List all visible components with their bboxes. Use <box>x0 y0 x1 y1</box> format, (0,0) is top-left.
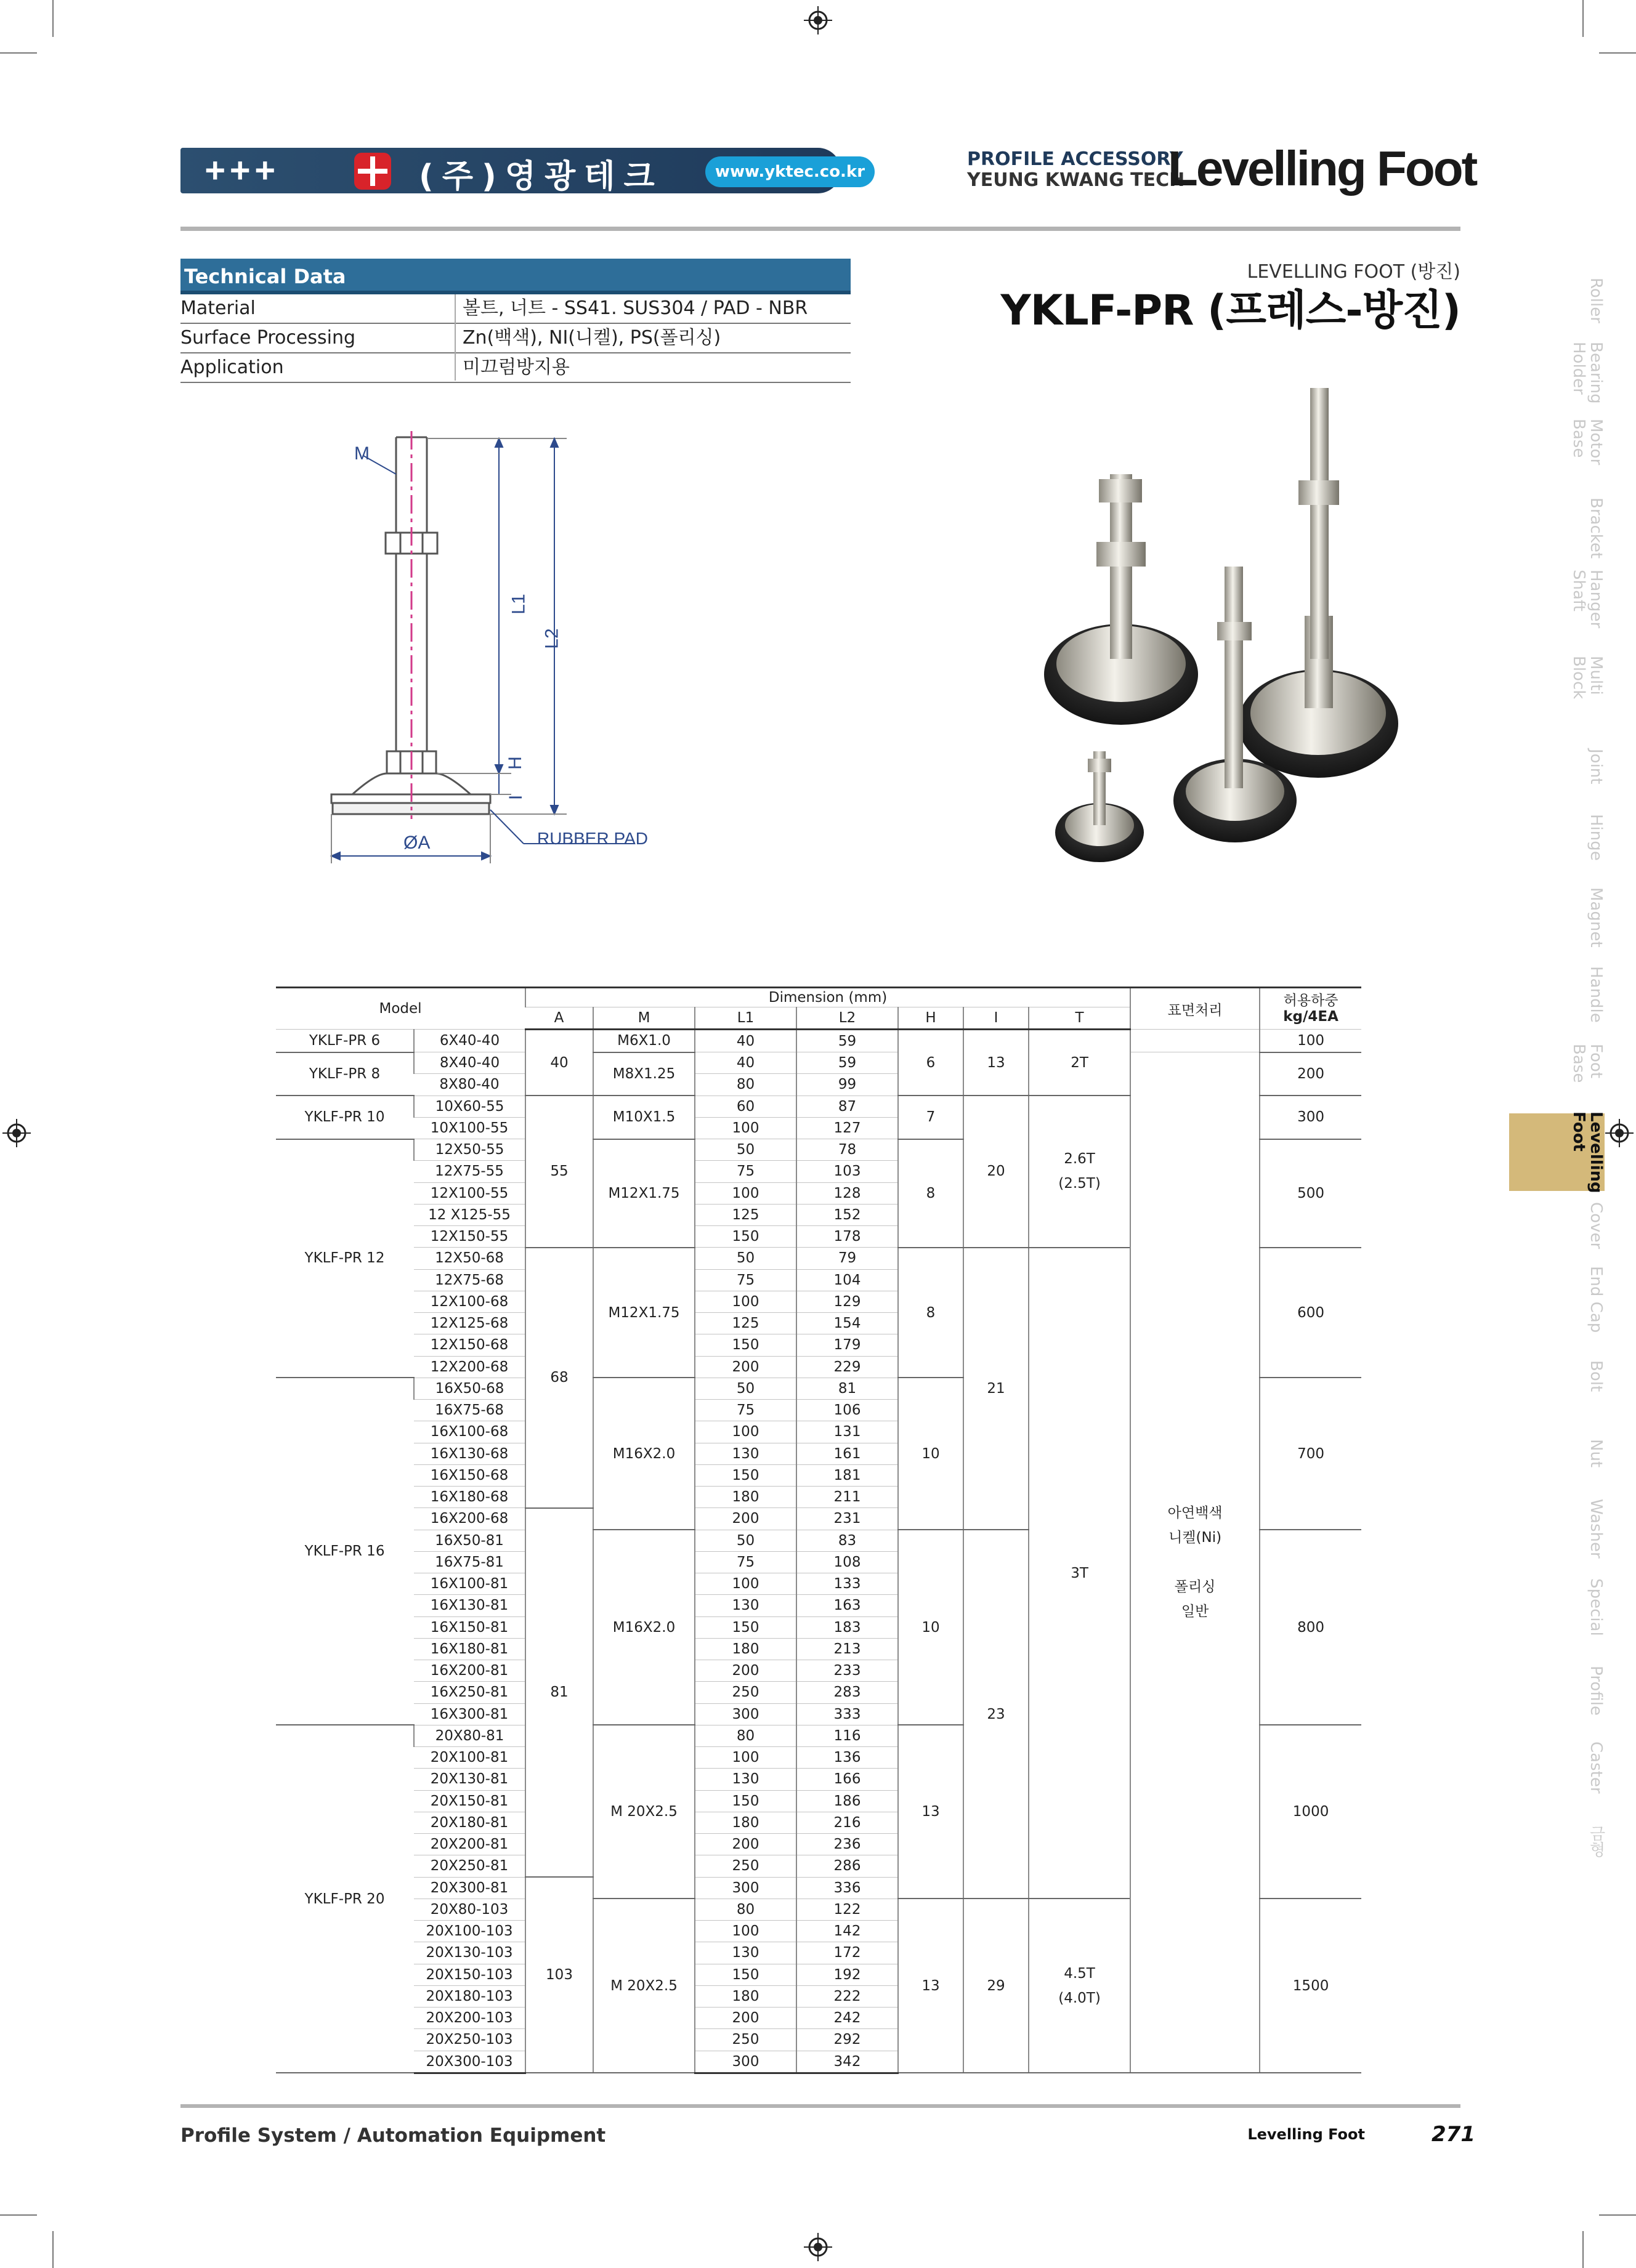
cell-l1: 200 <box>695 1356 796 1378</box>
cell-i: 23 <box>963 1530 1029 1899</box>
cell-load: 500 <box>1260 1139 1361 1248</box>
cell-l1: 125 <box>695 1204 796 1225</box>
crop-mark <box>52 2231 54 2268</box>
cell-h: 8 <box>898 1248 963 1378</box>
company-logo-icon <box>354 153 391 190</box>
cell-l2: 172 <box>796 1942 898 1964</box>
model-size: 20X150-81 <box>414 1790 525 1812</box>
cell-l1: 100 <box>695 1117 796 1139</box>
model-size: 20X80-81 <box>414 1725 525 1746</box>
model-size: 16X100-68 <box>414 1421 525 1443</box>
surface-line: 니켈(Ni) <box>1168 1530 1222 1546</box>
model-size: 12X75-68 <box>414 1269 525 1291</box>
cell-l1: 200 <box>695 1660 796 1682</box>
cell-h: 13 <box>898 1725 963 1899</box>
t-alt-value: (2.5T) <box>1058 1176 1101 1192</box>
technical-data-row <box>180 353 851 383</box>
cell-a: 40 <box>525 1030 593 1096</box>
cell-i: 13 <box>963 1030 1029 1096</box>
side-tab[interactable]: Nut <box>1587 1439 1605 1468</box>
t-value: 4.5T <box>1064 1965 1095 1982</box>
model-size: 12X50-55 <box>414 1139 525 1161</box>
model-size: 16X75-68 <box>414 1400 525 1421</box>
side-tab[interactable]: Magnet <box>1587 887 1605 948</box>
cell-m: M12X1.75 <box>593 1248 695 1378</box>
cell-m: M 20X2.5 <box>593 1725 695 1899</box>
profile-accessory-label: PROFILE ACCESSORY <box>967 148 1183 170</box>
cell-t <box>1029 1248 1130 1899</box>
cell-load: 1000 <box>1260 1725 1361 1899</box>
header-divider <box>180 227 1460 231</box>
cell-l1: 100 <box>695 1421 796 1443</box>
cell-l1: 150 <box>695 1334 796 1356</box>
cell-l2: 236 <box>796 1834 898 1855</box>
td-key: Surface Processing <box>180 327 356 349</box>
cell-l1: 100 <box>695 1291 796 1312</box>
drawing-label-h: H <box>504 756 525 770</box>
cell-l2: 229 <box>796 1356 898 1378</box>
cell-load: 600 <box>1260 1248 1361 1378</box>
model-group: YKLF-PR 16 <box>276 1378 414 1725</box>
th-load <box>1260 988 1361 1030</box>
side-tab[interactable]: Bracket <box>1587 497 1605 559</box>
t-value: 3T <box>1071 1565 1088 1581</box>
side-tab[interactable]: Foot Base <box>1569 1044 1605 1083</box>
cell-l1: 130 <box>695 1942 796 1964</box>
side-tab[interactable]: Hanger Shaft <box>1569 570 1605 629</box>
cell-l2: 292 <box>796 2029 898 2051</box>
crop-mark <box>1599 2214 1636 2216</box>
surface-treatment <box>1130 1052 1260 2073</box>
model-size: 20X130-103 <box>414 1942 525 1964</box>
cell-h: 10 <box>898 1378 963 1530</box>
cell-l2: 178 <box>796 1226 898 1248</box>
t-alt-value: (4.0T) <box>1058 1990 1101 2006</box>
model-group: YKLF-PR 10 <box>276 1096 414 1139</box>
cell-l1: 130 <box>695 1443 796 1464</box>
cell-l2: 81 <box>796 1378 898 1399</box>
cell-l1: 125 <box>695 1313 796 1334</box>
side-tab[interactable]: Hinge <box>1587 814 1605 861</box>
cell-l1: 250 <box>695 1682 796 1703</box>
registration-mark-icon <box>1605 1119 1634 1147</box>
cell-l2: 333 <box>796 1703 898 1725</box>
th-surface: 표면처리 <box>1130 988 1260 1030</box>
cell-l1: 130 <box>695 1769 796 1790</box>
th-load-label: 허용하중 <box>1283 993 1338 1009</box>
model-size: 8X80-40 <box>414 1074 525 1096</box>
footer-divider <box>180 2104 1460 2108</box>
crop-mark <box>52 0 54 37</box>
model-group: YKLF-PR 6 <box>276 1030 414 1052</box>
th-l2: L2 <box>796 1007 898 1030</box>
cell-l1: 75 <box>695 1269 796 1291</box>
cell-h: 6 <box>898 1030 963 1096</box>
cell-m: M 20X2.5 <box>593 1899 695 2073</box>
model-size: 12X125-68 <box>414 1313 525 1334</box>
td-value: 미끄럼방지용 <box>463 357 570 378</box>
crop-mark <box>0 52 37 54</box>
cell-l2: 283 <box>796 1682 898 1703</box>
model-size: 20X130-81 <box>414 1769 525 1790</box>
technical-data-row <box>180 294 851 324</box>
th-i: I <box>963 1007 1029 1030</box>
cell-l1: 250 <box>695 1855 796 1877</box>
cell-l1: 100 <box>695 1921 796 1942</box>
cell-l2: 222 <box>796 1985 898 2007</box>
cell-l1: 300 <box>695 1877 796 1899</box>
model-size: 20X180-103 <box>414 1985 525 2007</box>
side-tab[interactable]: End Cap <box>1587 1265 1605 1333</box>
model-size: 12X100-68 <box>414 1291 525 1312</box>
model-size: 16X200-68 <box>414 1508 525 1530</box>
surface-line: 일반 <box>1181 1604 1209 1620</box>
model-size: 20X150-103 <box>414 1964 525 1985</box>
registration-mark-icon <box>2 1119 31 1147</box>
section-title: Levelling Foot <box>1168 141 1476 196</box>
cell-l2: 186 <box>796 1790 898 1812</box>
th-load-unit: kg/4EA <box>1283 1009 1338 1025</box>
model-size: 16X50-68 <box>414 1378 525 1399</box>
side-tab[interactable]: Special <box>1587 1578 1605 1636</box>
cell-l1: 130 <box>695 1595 796 1616</box>
model-group: YKLF-PR 12 <box>276 1139 414 1378</box>
product-subtitle: LEVELLING FOOT (방진) <box>1247 261 1460 283</box>
cell-l2: 183 <box>796 1616 898 1638</box>
cell-l1: 60 <box>695 1096 796 1117</box>
cell-l2: 161 <box>796 1443 898 1464</box>
cell-l1: 50 <box>695 1248 796 1269</box>
cell-l1: 75 <box>695 1161 796 1182</box>
crop-mark <box>1582 0 1584 37</box>
cell-h: 10 <box>898 1530 963 1725</box>
cell-l2: 99 <box>796 1074 898 1096</box>
model-size: 6X40-40 <box>414 1030 525 1052</box>
cell-a: 68 <box>525 1248 593 1508</box>
cell-l2: 59 <box>796 1030 898 1052</box>
cell-l2: 136 <box>796 1747 898 1769</box>
cell-a: 81 <box>525 1508 593 1877</box>
th-h: H <box>898 1007 963 1030</box>
drawing-label-l1: L1 <box>508 594 529 615</box>
cell-a: 103 <box>525 1877 593 2073</box>
footer-left: Profile System / Automation Equipment <box>180 2125 606 2147</box>
cell-l1: 40 <box>695 1052 796 1074</box>
cell-l1: 50 <box>695 1139 796 1161</box>
technical-data-row <box>180 324 851 353</box>
cell-l2: 213 <box>796 1638 898 1660</box>
product-photo <box>918 369 1417 911</box>
cell-l2: 131 <box>796 1421 898 1443</box>
cell-load: 1500 <box>1260 1899 1361 2073</box>
spec-table <box>276 987 1361 2074</box>
th-m: M <box>593 1007 695 1030</box>
cell-m: M8X1.25 <box>593 1052 695 1096</box>
model-size: 20X200-81 <box>414 1834 525 1855</box>
td-key: Material <box>180 297 256 319</box>
cell-l1: 100 <box>695 1747 796 1769</box>
cell-load: 100 <box>1260 1030 1361 1052</box>
td-value: Zn(백색), NI(니켈), PS(폴리싱) <box>463 327 721 349</box>
cell-l1: 200 <box>695 1508 796 1530</box>
yeung-kwang-label: YEUNG KWANG TECH <box>967 169 1185 191</box>
side-tab[interactable]: 금형 <box>1587 1825 1605 1857</box>
cell-l1: 200 <box>695 2008 796 2029</box>
cell-l1: 200 <box>695 1834 796 1855</box>
model-size: 16X50-81 <box>414 1530 525 1551</box>
model-size: 20X250-103 <box>414 2029 525 2051</box>
model-size: 16X180-81 <box>414 1638 525 1660</box>
cell-l1: 75 <box>695 1400 796 1421</box>
model-group: YKLF-PR 20 <box>276 1725 414 2073</box>
cell-l2: 104 <box>796 1269 898 1291</box>
th-dimension: Dimension (mm) <box>525 988 1130 1007</box>
model-size: 16X130-81 <box>414 1595 525 1616</box>
cell-l1: 150 <box>695 1790 796 1812</box>
cell-l1: 180 <box>695 1638 796 1660</box>
th-a: A <box>525 1007 593 1030</box>
registration-mark-icon <box>804 6 832 34</box>
cell-load: 800 <box>1260 1530 1361 1725</box>
product-title: YKLF-PR (프레스-방진) <box>1000 286 1460 335</box>
surface-line: 폴리싱 <box>1174 1579 1216 1596</box>
cell-l2: 233 <box>796 1660 898 1682</box>
cell-load: 300 <box>1260 1096 1361 1139</box>
cell-l2: 103 <box>796 1161 898 1182</box>
cell-l2: 106 <box>796 1400 898 1421</box>
cell-l2: 122 <box>796 1899 898 1920</box>
side-tab[interactable]: Cover <box>1587 1201 1605 1249</box>
model-size: 20X300-81 <box>414 1877 525 1899</box>
cell-l2: 152 <box>796 1204 898 1225</box>
cell-i: 21 <box>963 1248 1029 1530</box>
cell-l2: 286 <box>796 1855 898 1877</box>
cell-m: M10X1.5 <box>593 1096 695 1139</box>
cell-l2: 211 <box>796 1487 898 1508</box>
model-size: 20X100-81 <box>414 1747 525 1769</box>
cell-l1: 180 <box>695 1985 796 2007</box>
cell-l2: 108 <box>796 1551 898 1573</box>
th-model: Model <box>276 988 525 1030</box>
side-tab[interactable]: Caster <box>1587 1741 1605 1794</box>
model-size: 16X75-81 <box>414 1551 525 1573</box>
cell-l2: 163 <box>796 1595 898 1616</box>
cell-l2: 181 <box>796 1464 898 1486</box>
drawing-label-i: I <box>506 794 527 801</box>
cell-l2: 83 <box>796 1530 898 1551</box>
cell-l1: 180 <box>695 1487 796 1508</box>
side-tab[interactable]: Multi Block <box>1569 656 1605 700</box>
th-t: T <box>1029 1007 1130 1030</box>
model-size: 20X180-81 <box>414 1812 525 1833</box>
drawing-label-a: ØA <box>403 833 431 853</box>
crop-mark <box>0 2214 37 2216</box>
surface-line: 아연백색 <box>1167 1505 1223 1522</box>
side-tab[interactable]: Joint <box>1587 749 1605 785</box>
cell-l2: 336 <box>796 1877 898 1899</box>
cell-l1: 75 <box>695 1551 796 1573</box>
company-name: (주)영광테크 <box>419 158 663 195</box>
footer-section: Levelling Foot <box>1247 2126 1365 2143</box>
cell-i: 20 <box>963 1096 1029 1248</box>
side-tab[interactable]: Roller <box>1587 277 1605 323</box>
cell-l2: 59 <box>796 1052 898 1074</box>
model-size: 20X80-103 <box>414 1899 525 1920</box>
th-l1: L1 <box>695 1007 796 1030</box>
side-tab[interactable]: Bolt <box>1587 1360 1605 1392</box>
model-size: 12X150-68 <box>414 1334 525 1356</box>
model-size: 16X150-81 <box>414 1616 525 1638</box>
side-tab[interactable]: Washer <box>1587 1499 1605 1559</box>
cell-h: 8 <box>898 1139 963 1248</box>
t-value: 2T <box>1071 1054 1088 1071</box>
drawing-label-m: M <box>354 443 370 464</box>
model-size: 16X250-81 <box>414 1682 525 1703</box>
cell-l2: 231 <box>796 1508 898 1530</box>
cell-l1: 40 <box>695 1030 796 1052</box>
table-row <box>276 1030 1361 1052</box>
cell-l2: 216 <box>796 1812 898 1833</box>
cell-load: 700 <box>1260 1378 1361 1530</box>
td-value: 볼트, 너트 - SS41. SUS304 / PAD - NBR <box>463 297 808 319</box>
model-size: 20X250-81 <box>414 1855 525 1877</box>
model-size: 20X200-103 <box>414 2008 525 2029</box>
model-size: 16X100-81 <box>414 1573 525 1595</box>
cell-l1: 300 <box>695 1703 796 1725</box>
cell-l2: 78 <box>796 1139 898 1161</box>
cell-l1: 150 <box>695 1464 796 1486</box>
cell-l2: 127 <box>796 1117 898 1139</box>
cell-l1: 80 <box>695 1725 796 1746</box>
cell-m: M16X2.0 <box>593 1378 695 1530</box>
model-size: 10X100-55 <box>414 1117 525 1139</box>
model-size: 20X300-103 <box>414 2051 525 2073</box>
model-size: 8X40-40 <box>414 1052 525 1074</box>
cell-l2: 142 <box>796 1921 898 1942</box>
cell-h: 7 <box>898 1096 963 1139</box>
model-size: 16X150-68 <box>414 1464 525 1486</box>
model-size: 12X50-68 <box>414 1248 525 1269</box>
cell-l1: 50 <box>695 1530 796 1551</box>
t-value: 2.6T <box>1064 1151 1095 1168</box>
model-size: 12X100-55 <box>414 1182 525 1204</box>
model-size: 12X150-55 <box>414 1226 525 1248</box>
cell-l2: 242 <box>796 2008 898 2029</box>
technical-drawing <box>320 425 665 881</box>
cell-l2: 166 <box>796 1769 898 1790</box>
cell-l2: 342 <box>796 2051 898 2073</box>
cell-t <box>1029 1030 1130 1096</box>
side-tab[interactable]: Motor Base <box>1569 419 1605 466</box>
cell-l1: 80 <box>695 1074 796 1096</box>
td-column-divider <box>455 294 456 381</box>
cell-l1: 150 <box>695 1226 796 1248</box>
cell-l1: 100 <box>695 1573 796 1595</box>
model-size: 12 X125-55 <box>414 1204 525 1225</box>
drawing-label-l2: L2 <box>541 628 562 649</box>
surface-treatment-blank <box>1130 1030 1260 1052</box>
cell-l2: 87 <box>796 1096 898 1117</box>
model-size: 12X200-68 <box>414 1356 525 1378</box>
technical-data-heading: Technical Data <box>180 259 851 294</box>
cell-load: 200 <box>1260 1052 1361 1096</box>
surface-line <box>1131 1550 1259 1575</box>
cell-l2: 192 <box>796 1964 898 1985</box>
model-group: YKLF-PR 8 <box>276 1052 414 1096</box>
cell-l1: 100 <box>695 1182 796 1204</box>
cell-m: M6X1.0 <box>593 1030 695 1052</box>
crop-mark <box>1582 2231 1584 2268</box>
cell-h: 13 <box>898 1899 963 2073</box>
side-tab[interactable]: Levelling Foot <box>1509 1113 1605 1191</box>
cell-l1: 150 <box>695 1964 796 1985</box>
model-size: 16X200-81 <box>414 1660 525 1682</box>
cell-m: M12X1.75 <box>593 1139 695 1248</box>
cell-l2: 79 <box>796 1248 898 1269</box>
drawing-label-rubber-pad: RUBBER PAD <box>537 829 648 848</box>
cell-l1: 150 <box>695 1616 796 1638</box>
cell-l1: 50 <box>695 1378 796 1399</box>
model-size: 16X300-81 <box>414 1703 525 1725</box>
cell-l2: 154 <box>796 1313 898 1334</box>
page-number: 271 <box>1432 2122 1475 2147</box>
cell-t <box>1029 1899 1130 2073</box>
cell-t <box>1029 1096 1130 1248</box>
model-size: 20X100-103 <box>414 1921 525 1942</box>
side-tab[interactable]: Profile <box>1587 1665 1605 1716</box>
cell-l2: 129 <box>796 1291 898 1312</box>
cell-m: M16X2.0 <box>593 1530 695 1725</box>
side-tab[interactable]: Handle <box>1587 966 1605 1023</box>
cell-l2: 116 <box>796 1725 898 1746</box>
model-size: 10X60-55 <box>414 1096 525 1117</box>
header-plus-marks: +++ <box>205 150 280 189</box>
cell-i: 29 <box>963 1899 1029 2073</box>
crop-mark <box>1599 52 1636 54</box>
cell-l1: 250 <box>695 2029 796 2051</box>
cell-l2: 133 <box>796 1573 898 1595</box>
cell-a: 55 <box>525 1096 593 1248</box>
cell-l1: 300 <box>695 2051 796 2073</box>
side-tab[interactable]: Bearing Holder <box>1569 342 1605 404</box>
cell-l1: 180 <box>695 1812 796 1833</box>
table-row <box>276 1052 1361 1074</box>
registration-mark-icon <box>804 2233 832 2261</box>
cell-l1: 80 <box>695 1899 796 1920</box>
model-size: 12X75-55 <box>414 1161 525 1182</box>
td-key: Application <box>180 357 284 378</box>
model-size: 16X130-68 <box>414 1443 525 1464</box>
model-size: 16X180-68 <box>414 1487 525 1508</box>
website-url[interactable]: www.yktec.co.kr <box>705 156 875 187</box>
cell-l2: 128 <box>796 1182 898 1204</box>
cell-l2: 179 <box>796 1334 898 1356</box>
